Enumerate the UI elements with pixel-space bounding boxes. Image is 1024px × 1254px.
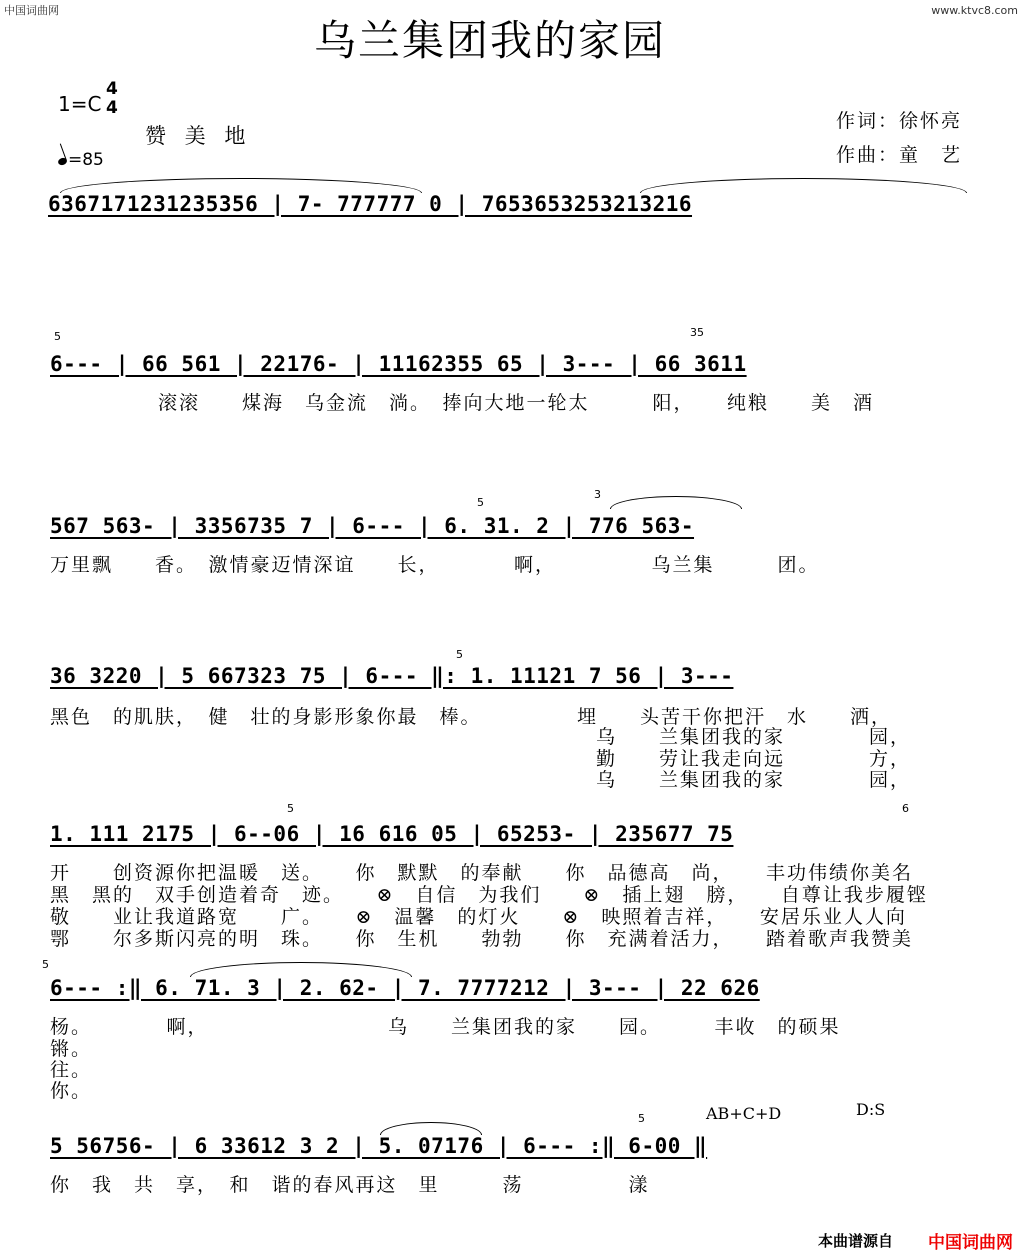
tempo-value: =85 [68,150,104,170]
slur [60,178,422,193]
notation-row-7: 5 56756- | 6 33612 3 2 | 5. 07176 | 6--- :‖ 6-00 ‖ [50,1134,708,1158]
lyric-row-6-v3: 往。 [50,1059,93,1081]
lyric-row-5-v2: 黑 黑的 双手创造着奇 迹。 ⊗ 自信 为我们 ⊗ 插上翅 膀， 自尊让我步履铿 [50,884,928,906]
notation-row-5: 1. 111 2175 | 6--06 | 16 616 05 | 65253- | 235677 75 [50,822,734,846]
tempo-mark [58,150,104,170]
lyric-row-4-v4: 乌 兰集团我的家 园， [596,769,912,791]
grace-marker: 3 [594,488,601,501]
lyric-row-6-v2: 锵。 [50,1038,93,1060]
intro-text: 赞 美 地 [145,124,252,148]
dal-segno-label: D:S [856,1100,886,1119]
song-title: 乌兰集团我的家园 [313,16,666,65]
lyric-row-3: 万里飘 香。 激情豪迈情深谊 长， 啊， 乌兰集 团。 [50,554,820,576]
grace-marker: 5 [477,496,484,509]
footer-brand: 中国词曲网 [928,1233,1013,1253]
lyric-row-5-v3: 敬 业让我道路宽 广。 ⊗ 温馨 的灯火 ⊗ 映照着吉祥， 安居乐业人人向 [50,906,907,928]
time-bottom: 4 [106,98,118,118]
quarter-note-icon [57,157,68,167]
notation-row-2: 6--- | 66 561 | 22176- | 11162355 65 | 3--- | 66 3611 [50,352,747,376]
composer-credit: 作曲：童 艺 [836,144,963,166]
lyric-row-2: 滚滚 煤海 乌金流 淌。 捧向大地一轮太 阳， 纯粮 美 酒 [158,392,875,414]
grace-marker: 5 [456,648,463,661]
footer-source: 本曲谱源自 [818,1232,894,1250]
lyric-row-4-v1: 黑色 的肌肤， 健 壮的身影形象你最 棒。 埋 头苦干你把汗 水 洒， [50,706,893,728]
grace-marker: 6 [902,802,909,815]
lyric-row-5-v1: 开 创资源你把温暖 送。 你 默默 的奉献 你 品德高 尚， 丰功伟绩你美名 [50,862,914,884]
time-top: 4 [106,79,118,99]
coda-label: AB+C+D [706,1104,782,1123]
grace-marker: 5 [638,1112,645,1125]
lyric-row-7: 你 我 共 享， 和 谐的春风再这 里 荡 漾 [50,1174,650,1196]
slur [610,496,742,509]
lyric-row-6-v1: 杨。 啊， 乌 兰集团我的家 园。 丰收 的硕果 [50,1016,841,1038]
slur [640,178,967,193]
time-signature [106,80,118,118]
notation-row-1: 6367171231235356 | 7- 777777 0 | 7653653253213216 [48,192,693,216]
key-signature: 1=C [58,92,102,116]
notation-row-3: 567 563- | 3356735 7 | 6--- | 6. 31. 2 | 776 563- [50,514,695,538]
lyric-row-4-v3: 勤 劳让我走向远 方， [596,748,912,770]
lyric-row-5-v4: 鄂 尔多斯闪亮的明 珠。 你 生机 勃勃 你 充满着活力， 踏着歌声我赞美 [50,928,914,950]
site-watermark-right: www.ktvc8.com [931,4,1018,17]
grace-marker: 5 [287,802,294,815]
slur [190,962,412,977]
lyric-row-6-v4: 你。 [50,1080,93,1102]
notation-row-4: 36 3220 | 5 667323 75 | 6--- ‖: 1. 11121 7 56 | 3--- [50,664,734,688]
lyric-row-4-v2: 乌 兰集团我的家 园， [596,726,912,748]
grace-marker: 5 [54,330,61,343]
grace-marker: 5 [42,958,49,971]
site-watermark-left: 中国词曲网 [4,4,59,17]
grace-marker: 35 [690,326,704,339]
notation-row-6: 6--- :‖ 6. 71. 3 | 2. 62- | 7. 7777212 | 3--- | 22 626 [50,976,760,1000]
lyricist-credit: 作词：徐怀亮 [836,110,963,132]
